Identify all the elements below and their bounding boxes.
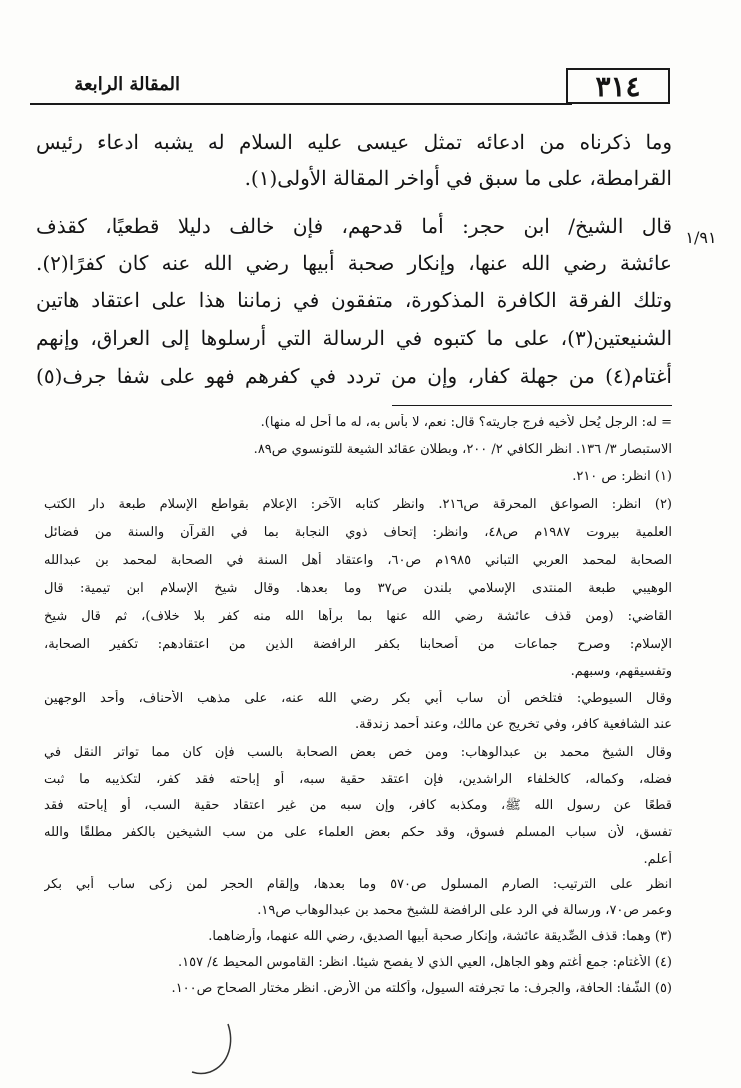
body-line: أغتام(٤) من جهلة كفار، وإن من تردد في كفرهم فهو على شفا جرف(٥) — [36, 364, 672, 388]
body-line: قال الشيخ/ ابن حجر: أما قدحهم، فإن خالف دليلا قطعيًا، كقذف — [36, 214, 672, 238]
footnote-line: القاضي: (ومن قذف عائشة رضي الله عنها بما برأها الله منه كفر بلا خلاف)، ثم قال شيخ — [44, 609, 672, 624]
footnote-line: (٣) وهما: قذف الصِّديقة عائشة، وإنكار صحبة أبيها الصديق، رضي الله عنهما، وأرضاهما. — [208, 929, 672, 944]
page-number-box — [566, 68, 670, 104]
footnote-line: وعمر ص٧٠، ورسالة في الرد على الرافضة للشيخ محمد بن عبدالوهاب ص١٩. — [257, 903, 672, 918]
pen-mark — [190, 1020, 250, 1080]
body-line: الشنيعتين(٣)، على ما كتبوه في الرسالة التي أرسلوها إلى العراق، وإنهم — [36, 326, 672, 350]
footnote-line: الوهيبي طبعة المنتدى الإسلامي بلندن ص٣٧ وما بعدها. وقال شيخ الإسلام ابن تيمية: قال — [44, 581, 672, 596]
footnote-separator — [392, 405, 672, 406]
body-line: عائشة رضي الله عنها، وإنكار صحبة أبيها رضي الله عنه كان كفرًا(٢). — [36, 251, 672, 275]
header-rule — [30, 103, 572, 105]
body-line: وما ذكرناه من ادعائه تمثل عيسى عليه السلام له يشبه ادعاء رئيس — [36, 130, 672, 154]
margin-reference: ١/٩١ — [685, 228, 717, 247]
footnote-line: وقال الشيخ محمد بن عبدالوهاب: ومن خص بعض الصحابة بالسب فإن كان مما تواتر النقل في — [44, 745, 672, 760]
footnote-line: أعلم. — [643, 852, 672, 867]
chapter-title: المقالة الرابعة — [74, 74, 180, 95]
footnote-line: تفسق، لأن سباب المسلم فسوق، وقد حكم بعض العلماء على من سب الشيخين بالكفر مطلقًا والله — [44, 825, 672, 840]
footnote-line: فضله، وكماله، كالخلفاء الراشدين، فإن اعتقد حقية سبه، أو إباحته فقد كفر، لتكذيبه ما ثبت — [44, 772, 672, 787]
body-line: وتلك الفرقة الكافرة المذكورة، متفقون في زماننا هذا على اعتقاد هاتين — [36, 288, 672, 312]
footnote-line: (٤) الأغتام: جمع أغتم وهو الجاهل، العيي الذي لا يفصح شيئا. انظر: القاموس المحيط ٤/ ١٥٧. — [178, 955, 672, 970]
page-number: ٣١٤ — [595, 69, 641, 103]
footnote-line: (٥) الشَّفا: الحافة، والجرف: ما تجرفته السيول، وأكلته من الأرض. انظر مختار الصحاح ص١٠٠. — [171, 981, 672, 996]
footnote-line: (٢) انظر: الصواعق المحرقة ص٢١٦. وانظر كتابه الآخر: الإعلام بقواطع الإسلام طبعة دار الكتب — [44, 497, 672, 512]
footnote-line: الاستبصار ٣/ ١٣٦. انظر الكافي ٢/ ٢٠٠، وبطلان عقائد الشيعة للتونسوي ص٨٩. — [253, 442, 672, 457]
footnote-line: وقال السيوطي: فتلخص أن ساب أبي بكر رضي الله عنه، على مذهب الأحناف، وأحد الوجهين — [44, 691, 672, 706]
footnote-line: = له: الرجل يُحل لأخيه فرج جاريته؟ قال: نعم، لا بأس به، له ما أحل له منها). — [260, 415, 672, 430]
footnote-line: الصحابة لمحمد العربي التباني ١٩٨٥م ص٦٠، واعتقاد أهل السنة في الصحابة لمحمد بن عبدالله — [44, 553, 672, 568]
footnote-line: العلمية بيروت ١٩٨٧م ص٤٨، وانظر: إتحاف ذوي النجابة بما في القرآن والسنة من فضائل — [44, 525, 672, 540]
footnote-line: قطعًا عن رسول الله ﷺ، ومكذبه كافر، وإن سبه من غير اعتقاد حقية السب، أو إباحته فقد — [44, 798, 672, 813]
footnote-line: انظر على الترتيب: الصارم المسلول ص٥٧٠ وما بعدها، وإلقام الحجر لمن زكى ساب أبي بكر — [44, 877, 672, 892]
footnote-line: وتفسيقهم، وسبهم. — [570, 664, 672, 679]
footnote-line: عند الشافعية كافر، وفي تخريج عن مالك، وعند أحمد زندقة. — [355, 717, 672, 732]
footnote-line: (١) انظر: ص ٢١٠. — [572, 469, 672, 484]
footnote-line: الإسلام: وصرح جماعات من أصحابنا بكفر الرافضة الذين من اعتقادهم: تكفير الصحابة، — [44, 637, 672, 652]
body-line: القرامطة، على ما سبق في أواخر المقالة الأولى(١). — [244, 166, 672, 190]
